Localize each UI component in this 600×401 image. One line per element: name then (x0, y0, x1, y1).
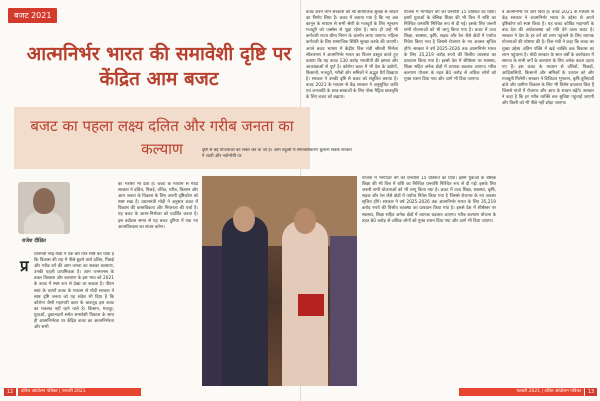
photo-person-1 (222, 216, 268, 386)
photo-person-left (202, 246, 222, 386)
author-photo-head (33, 188, 55, 214)
photo-person-right (330, 236, 357, 386)
author-name: राजेश दीक्षित (22, 238, 46, 244)
budget-bag (298, 294, 324, 316)
text-column-3: दृष्टि से बड़े योजनाओं को लेकर कर के जो है। आम बहुत्वी में समावेशीकरण बुलाना सबके सरकार ने जाती और नवोन्मेषी पर (202, 148, 352, 160)
author-photo (18, 182, 70, 234)
author-photo-body (24, 212, 64, 234)
photo-person-2-head (294, 208, 316, 234)
text-column-5: योजना में भागीदार वर्ग को धनराशि 15 प्रतिशत का दिया। इसमें युवाओं के बेसिक शिक्षा की भी वित्त में राशि का निश्चित धनराशि निश्चित रूप से दी गई। इसके लिए जरूरी सभी योजनाओं को भी लागू किया गया है। बजट में उच्च शिक्षा, स्वास्थ्य, कृषि, सड़क और रेल जैसे क्षेत्रों में पर्याप्त निवेश किया गया है जिससे रोजगार के नए अवसर सृजित होंगे। सरकार ने वर्ष 2025-2026 तक आत्मनिर्भर भारत के लिए 35,219 करोड़ रुपये की वित्तीय व्यवस्था का प्रावधान किया गया है। इससे देश में शीर्षस्तर पर स्वास्थ्य, शिक्षा सहित अनेक क्षेत्रों में व्यापक बदलाव आएगा। गरीब कल्याण योजना के तहत 80 करोड़ से अधिक लोगों को मुफ्त राशन दिया गया और आगे भी दिया जाएगा। (404, 10, 496, 83)
text-column-1: धानमंत्री नरेंद्र मोदी ने एक बार फिर स्पष्ट कर दिया है कि विकास की राह में पीछे छूटने वाले दलित, पिछड़े और गरीब वर्ग की आम जनता का सबका कल्याण, उनकी पहली प्राथमिकता है। आम जनमानस के प्रबल विश्वास और कल्याण के इस भाव को 2021 के बजट में स्पष्ट रूप से देखा जा सकता है। पीएम स्वयं के चरणों बजट के माध्यम से मोदी सरकार ने स्पष्ट दृष्टि जनता को यह संदेश भी दिया है कि कोरोना जैसी महामारी काल के बावजूद इस बजट का मकसद नहीं रहने वाले है। किसान, मजदूर, युवाओं, दुकानदारों समेत समावेशी विकास के साथ ही आत्मनिर्भरता पर केंद्रित बजट का आत्मनिर्भरता और सभी (34, 252, 114, 331)
section-tag: बजट 2021 (8, 8, 57, 23)
article-subtitle: बजट का पहला लक्ष्य दलित और गरीब जनता का कल्याण (30, 117, 294, 158)
text-column-4: बजट करने जाने सरकारों को श्री सामाजिक सुरक्षा से जोड़ने का निर्णय लिया है। बजट में बताया गया है कि नए अब कानून के माध्यम से सभी श्रेणी के मजदूरों के लिए न्यूनतम मजदूरी को एक्सेस से जुड़ा रहेगा है। साथ ही उन्हें भी कर्मचारी राज्य बीमा निगम के अंतर्गत लाया जाएगा। महिला कर्मचारी के लिए सामाजिक स्थिति सुरक्षा करके की जाएगी। अपने बजट भाषण में केंद्रीय वित्त मंत्री श्रीमती निर्मला सीतारमण ने आत्मनिर्भर भारत का विजन प्रस्तुत करते हुए बताया कि यह बजट 130 करोड़ भारतीयों की क्षमता और आकांक्षाओं से पूर्ण है। कोरोना काल में भी देश के उद्योगों, किसानों, मजदूरों, गरीबों और श्रमिकों ने अद्भुत धैर्य दिखाया है। सरकार ने उनकी दृष्टि से बजट को संतुलित बनाया है। बजट 2021 के माध्यम से केंद्र सरकार ने अनुसूचित जाति एवं जनजाति के छात्र-छात्राओं के लिए पोस्ट मैट्रिक छात्रवृत्ति के लिए बजट को बढ़ाया। (306, 10, 398, 101)
right-page-number: 13 (585, 388, 597, 396)
right-footer: फरवरी 2021 | दलित आंदोलन पत्रिका (459, 388, 584, 396)
text-column-2: का भरोसा भी देता है। बजट के माध्यम से मोदी सरकार ने दलित, पिछड़े, वंचित, गरीब, किसान और आम जनता के विकास के लिए अपनी दृष्टिकोण को स्पष्ट रखा है। प्रधानमंत्री मोदी ने अनुसार बजट में विकास की वास्तविकता और निरंतरता की चर्चा है। यह बजट के आत्म-निर्भरता को प्रदर्शित करता है। इस बदौलत समय से यह बजट दुनिया में एक नए आत्मविश्वास का संचार करेगा। (118, 182, 198, 230)
photo-person-1-head (233, 206, 255, 232)
left-footer: दलित आंदोलन पत्रिका | फरवरी 2021 (18, 388, 141, 396)
article-photo (202, 176, 357, 386)
text-column-6: वे आत्मनिर्भर पर ज़ोर दिया है। बजट 2021 के माध्यम से केंद्र सरकार ने आत्मनिर्भर भारत के उद्देश्य से अपने दृष्टिकोण को स्पष्ट किया है। यह बजट कोविड महामारी के बाद देश की अर्थव्यवस्था को गति देने वाला बजट है। सरकार ने देश के हर वर्ग को लाभ पहुंचाने के लिए व्यापक योजनाओं की घोषणा की है। वित्त मंत्री ने कहा कि बजट का मुख्य उद्देश्य अंतिम पंक्ति में खड़े व्यक्ति तक विकास का लाभ पहुंचाना है। मोदी सरकार के सात वर्षों के कार्यकाल में समाज के सभी वर्गों के कल्याण के लिए अनेक कदम उठाए गए हैं। इस बजट के माध्यम से दलितों, पिछड़ों, आदिवासियों, किसानों और श्रमिकों के उत्थान को और मजबूती मिलेगी। सरकार ने डिजिटल भुगतान, कृषि बुनियादी ढांचे और ग्रामीण विकास के लिए भी विशेष प्रावधान किए हैं जिससे गांवों में रोजगार और आय के साधन बढ़ेंगे। सरकार ने कहा है कि हर गरीब व्यक्ति तक सुविधा पहुंचाई जाएगी और किसी को भी पीछे नहीं छोड़ा जाएगा। (502, 10, 594, 107)
text-column-6b: योजना में भागीदार वर्ग को धनराशि 15 प्रतिशत का दिया। इसमें युवाओं के बेसिक शिक्षा की भी वित्त में राशि का निश्चित धनराशि निश्चित रूप से दी गई। इसके लिए जरूरी सभी योजनाओं को भी लागू किया गया है। बजट में उच्च शिक्षा, स्वास्थ्य, कृषि, सड़क और रेल जैसे क्षेत्रों में पर्याप्त निवेश किया गया है जिससे रोजगार के नए अवसर सृजित होंगे। सरकार ने वर्ष 2025-2026 तक आत्मनिर्भर भारत के लिए 35,219 करोड़ रुपये की वित्तीय व्यवस्था का प्रावधान किया गया है। इससे देश में शीर्षस्तर पर स्वास्थ्य, शिक्षा सहित अनेक क्षेत्रों में व्यापक बदलाव आएगा। गरीब कल्याण योजना के तहत 80 करोड़ से अधिक लोगों को मुफ्त राशन दिया गया और आगे भी दिया जाएगा। (362, 176, 496, 224)
left-page-number: 12 (4, 388, 16, 396)
drop-cap: प्र (20, 257, 29, 275)
article-title: आत्मनिर्भर भारत की समावेशी दृष्टि पर केंद्रित आम बजट (26, 43, 292, 90)
